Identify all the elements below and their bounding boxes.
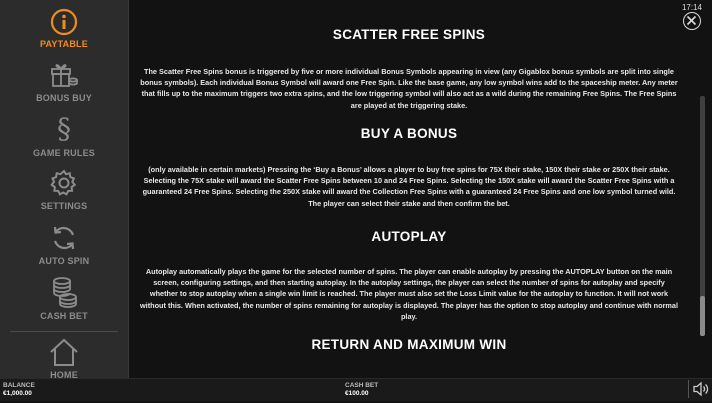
sidebar-item-label: PAYTABLE: [40, 39, 88, 49]
section-text-autoplay: Autoplay automatically plays the game for the selected number of spins. The player can enable autoplay by pressing the AUTOPLAY button on the main screen, configuring settings, and then starting autoplay. In the autoplay settings, the player can select the number of spins for autoplay and specify whether to stop autoplay when a single win limit is reached. The player must also set the Loss Limit value for the autoplay to function. It will not work without this. When activated, the number of spins remaining for autoplay is displayed. The player has the option to stop autoplay and continue with normal play.: [140, 267, 678, 321]
gear-icon: [0, 168, 128, 198]
speaker-icon: [689, 385, 711, 402]
sidebar-item-label: AUTO SPIN: [38, 256, 90, 266]
coins-icon: [0, 276, 128, 308]
cash-bet-value: €100.00: [345, 390, 369, 397]
balance-label: BALANCE: [3, 382, 35, 389]
sidebar: [0, 0, 129, 378]
section-title-return-and-maximum-win: RETURN AND MAXIMUM WIN: [311, 337, 507, 352]
rules-content: [129, 0, 689, 378]
section-text-scatter-free-spins: The Scatter Free Spins bonus is triggered by five or more individual Bonus Symbols appearing in view (any Gigablox bonus symbols are split into single bonus symbols). Each individual Bonus Symbol will award one Free Spin. Like the base game, any low symbol wins add to the spaceship meter. Any meter that fills up to the maximum triggers two extra spins, and the low triggering symbol will also act as a wild during the remaining Free Spins. The Free Spins are played at the triggering stake.: [140, 67, 678, 110]
scrollbar-thumb[interactable]: [700, 296, 705, 336]
section-title-autoplay: AUTOPLAY: [371, 229, 447, 244]
sidebar-item-label: SETTINGS: [40, 201, 88, 211]
section-text-buy-a-bonus: (only available in certain markets) Pressing the ‘Buy a Bonus’ allows a player to buy free spins for 75X their stake, 150X their stake or 250X their stake. Selecting the 75X stake will award the Scatter Free Spins between 10 and 24 Free Spins. Selecting the 150X stake will award the Scatter Free Spins with a guaranteed 24 Free Spins. Selecting the 250X stake will award the Collection Free Spins with a guaranteed 24 Free Spins and one low symbol turned wild. The player can select their stake and then confirm the bet.: [142, 165, 676, 208]
sidebar-item-label: HOME: [50, 370, 78, 378]
sound-toggle-button[interactable]: [688, 380, 711, 398]
cash-bet-label: CASH BET: [345, 382, 379, 389]
sidebar-divider: [10, 331, 118, 332]
sidebar-item-auto-spin[interactable]: [0, 223, 128, 266]
sidebar-item-label: BONUS BUY: [36, 93, 92, 103]
sidebar-item-bonus-buy[interactable]: [0, 58, 128, 103]
gift-icon: [0, 58, 128, 90]
section-title-buy-a-bonus: BUY A BONUS: [360, 126, 458, 141]
sidebar-item-settings[interactable]: [0, 168, 128, 211]
balance-value: €1,000.00: [3, 390, 32, 397]
info-icon: [0, 8, 128, 36]
section-icon: §: [57, 112, 71, 145]
sidebar-item-game-rules[interactable]: [0, 113, 128, 158]
scrollbar[interactable]: [700, 96, 705, 336]
sidebar-item-label: CASH BET: [40, 311, 88, 321]
sidebar-item-home[interactable]: [0, 337, 128, 378]
sidebar-item-paytable[interactable]: [0, 8, 128, 49]
sidebar-item-label: GAME RULES: [32, 148, 95, 158]
section-title-scatter-free-spins: SCATTER FREE SPINS: [332, 27, 486, 42]
refresh-icon: [0, 223, 128, 253]
home-icon: [0, 337, 128, 367]
bottom-bar: [0, 378, 712, 401]
close-button[interactable]: [683, 12, 701, 30]
sidebar-item-cash-bet[interactable]: [0, 276, 128, 321]
clock: 17:14: [681, 3, 702, 12]
